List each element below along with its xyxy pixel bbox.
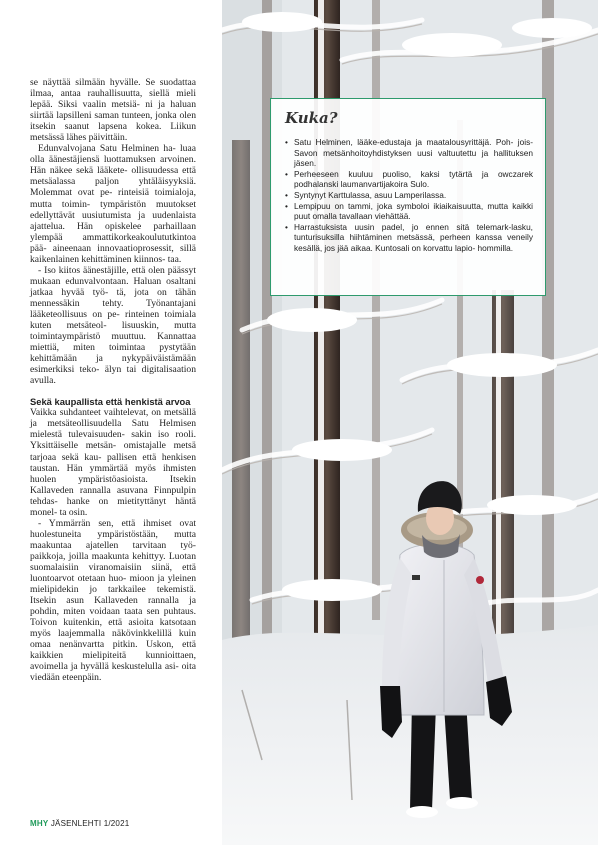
article-paragraph: Edunvalvojana Satu Helminen ha- luaa olla äänestäjiensä luottamuksen arvoinen. Hän näkee sekä lääkete- ollisuudessa että metsäalassa paljon yhtäläisyyksiä. Molemmat ovat pe- rinteisiä toimialoja, mutta toimin- tympäristön muutokset edellyttävät uusiutumista ja uudenlaista ajattelua. Hän opiskelee parhaillaan ylempää ammattikorkeakoulututkintoa pää- aineenaan innovaatioprosessit, sillä kaikenlainen kehittäminen kiinnos- taa.: [30, 143, 196, 265]
article-paragraph: Vaikka suhdanteet vaihtelevat, on metsällä ja metsäteollisuudella Satu Helmisen mielestä tulevaisuuden- sakin iso rooli. Yksittäiselle metsän- omistajalle metsä tarjoaa sekä kau- pallisen että henkisen taustan. Hän ymmärtää myös ihmisten huolen ympäristöasioista. Itsekin Kallaveden rannalla asuvana Finnpulpin tehdas- hanke on mietityttänyt häntä monel- ta osin.: [30, 407, 196, 518]
info-box-item: • Satu Helminen, lääke-edustaja ja maatalousyrittäjä. Poh- jois-Savon metsänhoitoyhdistyksen uusi valtuutettu ja hallituksen jäsen.: [285, 137, 533, 169]
article-text-column: [30, 77, 196, 683]
info-box-list: [285, 137, 533, 254]
article-subheading: Sekä kaupallista että henkistä arvoa: [30, 396, 191, 408]
page-footer: [30, 819, 129, 828]
article-paragraph: - Iso kiitos äänestäjille, että olen päässyt mukaan edunvalvontaan. Haluan osaltani jatkaa hyvää työ- tä, jota on tähän mennessäkin tehty. Työnantajani lääketeollisuus on pe- rinteinen toimiala kuten metsäteol- lisuuskin, mutta toimintaympäristö muuttuu. Kannattaa miettiä, miten toimintaa pystytään kehittämään ja nykypäiväistämään esimerkiksi teko- älyn tai digitalisaation avulla.: [30, 264, 196, 387]
article-paragraph: - Ymmärrän sen, että ihmiset ovat huolestuneita ympäristöstään, mutta maakuntaa ajatellen tarvitaan työ- paikkoja, joilla maakunta kehittyy. Luotan suomalaisiin viranomaisiin siinä, että luontoarvot otetaan huo- mioon ja yleinen mielipidekin jo tarkkailee tekemistä. Itsekin asun Kallaveden rannalla ja pohdin, miten voidaan taata sen puhtaus. Toivon kuitenkin, että asioita katsotaan myös laajemmalla näkövinkkelillä kuin omaa nenänvartta pitkin. Uskon, että kaikkien mielipiteitä kunnioittaen, avoimella ja hyvällä keskustelulla asi- oita viedään eteenpäin.: [30, 517, 196, 684]
info-box-item: • Harrastuksista uusin padel, jo ennen sitä telemark-lasku, tunturisuksilla hiihtäminen metsässä, perheen kanssa veneily kesällä, jos jää aikaa. Kuntosali on korvattu lapio- hommilla.: [285, 222, 533, 254]
info-box-item: • Syntynyt Karttulassa, asuu Lamperilassa.: [285, 190, 533, 201]
info-box-item: • Perheeseen kuuluu puoliso, kaksi tytärtä ja owczarek podhalanski laumanvartijakoira Sulo.: [285, 169, 533, 190]
info-box-title: Kuka?: [285, 109, 338, 127]
kuka-info-box: [270, 98, 546, 296]
info-box-item: • Lempipuu on tammi, joka symboloi ikiaikaisuutta, mutta kaikki puut omalla tavallaan viehättää.: [285, 201, 533, 222]
footer-brand: MHY: [30, 819, 49, 828]
footer-issue: JÄSENLEHTI 1/2021: [50, 819, 130, 828]
article-paragraph: se näyttää silmään hyvälle. Se suodattaa ilmaa, antaa rauhallisuutta, siellä mieli lepää. Siksi vaalin metsiä- ni ja haluan siirtää lapsilleni saman tunteen, jonka olen itsekin saanut lapsena kokea. Liikun metsässä lähes päivittäin.: [30, 77, 196, 144]
